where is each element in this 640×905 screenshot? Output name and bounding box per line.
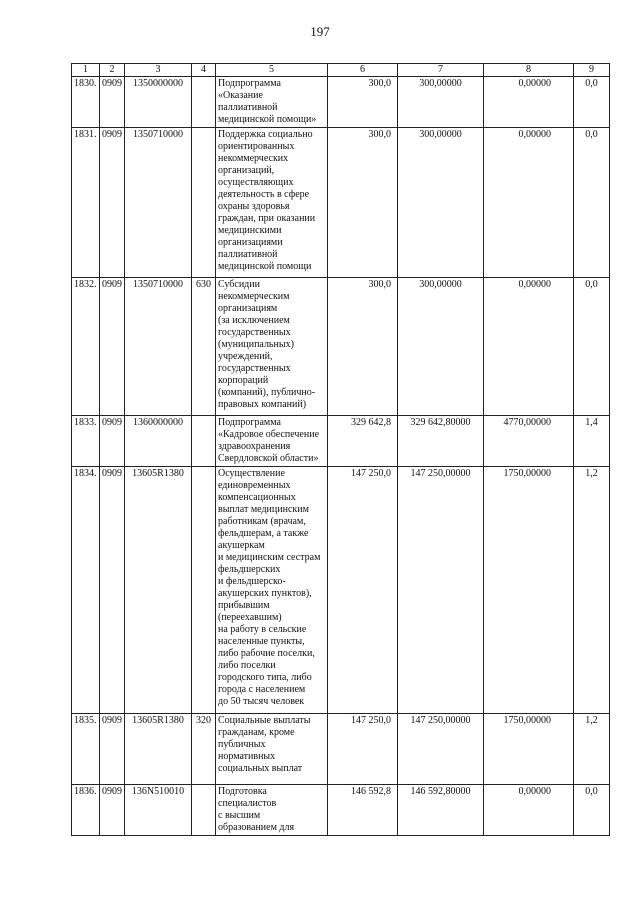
item-name-line: городского типа, либо (218, 672, 312, 683)
amount-precise: 300,00000 (398, 77, 484, 128)
expense-type (192, 77, 216, 128)
row-number: 1834. (72, 467, 100, 714)
section-code: 0909 (100, 714, 125, 785)
column-header-6: 6 (328, 64, 398, 77)
item-name-line: организациями (218, 237, 283, 248)
target-code: 1350710000 (125, 278, 192, 416)
amount-federal: 0,00000 (484, 278, 574, 416)
item-name-line: «Кадровое обеспечение (218, 429, 320, 440)
section-code: 0909 (100, 77, 125, 128)
item-name-line: Подпрограмма (218, 78, 281, 89)
row-number: 1831. (72, 128, 100, 278)
column-header-9: 9 (574, 64, 610, 77)
item-name-line: некоммерческих (218, 153, 289, 164)
percent-value: 0,0 (574, 278, 610, 416)
table-row (72, 416, 610, 467)
amount-total: 329 642,8 (328, 416, 398, 467)
amount-total: 300,0 (328, 128, 398, 278)
item-name-line: паллиативной (218, 249, 278, 260)
item-name-line: прибывшим (218, 600, 270, 611)
item-name-line: Социальные выплаты (218, 715, 311, 726)
item-name-line: осуществляющих (218, 177, 294, 188)
amount-federal: 1750,00000 (484, 714, 574, 785)
header-row (72, 64, 610, 77)
expense-type (192, 416, 216, 467)
item-name (216, 77, 328, 128)
item-name-line: «Оказание (218, 90, 263, 101)
amount-federal: 1750,00000 (484, 467, 574, 714)
amount-precise: 300,00000 (398, 128, 484, 278)
section-code: 0909 (100, 278, 125, 416)
item-name-line: акушеркам (218, 540, 265, 551)
amount-precise: 147 250,00000 (398, 467, 484, 714)
item-name-line: (переехавшим) (218, 612, 282, 623)
item-name-line: правовых компаний) (218, 399, 307, 410)
amount-total: 300,0 (328, 278, 398, 416)
item-name-line: деятельность в сфере (218, 189, 310, 200)
column-header-1: 1 (72, 64, 100, 77)
percent-value: 1,2 (574, 714, 610, 785)
amount-total: 146 592,8 (328, 785, 398, 836)
target-code: 13605R1380 (125, 714, 192, 785)
section-code: 0909 (100, 785, 125, 836)
item-name-line: нормативных (218, 751, 276, 762)
item-name-line: фельдшерских (218, 564, 281, 575)
item-name-line: либо рабочие поселки, (218, 648, 315, 659)
target-code: 1350000000 (125, 77, 192, 128)
amount-total: 147 250,0 (328, 467, 398, 714)
section-code: 0909 (100, 128, 125, 278)
item-name-line: Субсидии (218, 279, 260, 290)
expense-type: 320 (192, 714, 216, 785)
item-name-line: Осуществление (218, 468, 285, 479)
row-number: 1830. (72, 77, 100, 128)
row-number: 1836. (72, 785, 100, 836)
item-name-line: граждан, при оказании (218, 213, 316, 224)
item-name-line: здравоохранения (218, 441, 291, 452)
percent-value: 1,4 (574, 416, 610, 467)
item-name-line: населенные пункты, (218, 636, 305, 647)
amount-federal: 0,00000 (484, 77, 574, 128)
item-name-line: акушерских пунктов), (218, 588, 312, 599)
amount-federal: 4770,00000 (484, 416, 574, 467)
item-name-line: фельдшерам, а также (218, 528, 309, 539)
item-name-line: медицинской помощи (218, 261, 312, 272)
target-code: 13605R1380 (125, 467, 192, 714)
amount-federal: 0,00000 (484, 128, 574, 278)
row-number: 1835. (72, 714, 100, 785)
item-name-line: (за исключением (218, 315, 290, 326)
item-name-line: единовременных (218, 480, 291, 491)
item-name-line: ориентированных (218, 141, 295, 152)
item-name-line: специалистов (218, 798, 277, 809)
percent-value: 0,0 (574, 77, 610, 128)
item-name-line: медицинскими (218, 225, 282, 236)
item-name (216, 278, 328, 416)
item-name-line: публичных (218, 739, 266, 750)
row-number: 1833. (72, 416, 100, 467)
item-name-line: на работу в сельские (218, 624, 307, 635)
amount-federal: 0,00000 (484, 785, 574, 836)
percent-value: 0,0 (574, 785, 610, 836)
item-name (216, 467, 328, 714)
item-name-line: организациям (218, 303, 278, 314)
column-header-8: 8 (484, 64, 574, 77)
table-row (72, 278, 610, 416)
percent-value: 1,2 (574, 467, 610, 714)
item-name (216, 714, 328, 785)
item-name-line: Свердловской области» (218, 453, 319, 464)
item-name-line: Подпрограмма (218, 417, 281, 428)
amount-precise: 300,00000 (398, 278, 484, 416)
section-code: 0909 (100, 416, 125, 467)
item-name (216, 416, 328, 467)
item-name-line: с высшим (218, 810, 261, 821)
amount-precise: 329 642,80000 (398, 416, 484, 467)
section-code: 0909 (100, 467, 125, 714)
item-name-line: Подготовка (218, 786, 267, 797)
column-header-3: 3 (125, 64, 192, 77)
expense-type (192, 467, 216, 714)
item-name-line: образованием для (218, 822, 295, 833)
percent-value: 0,0 (574, 128, 610, 278)
item-name-line: гражданам, кроме (218, 727, 295, 738)
item-name-line: государственных (218, 363, 291, 374)
item-name-line: паллиативной (218, 102, 278, 113)
item-name-line: учреждений, (218, 351, 273, 362)
item-name-line: либо поселки (218, 660, 276, 671)
item-name-line: социальных выплат (218, 763, 303, 774)
item-name-line: некоммерческим (218, 291, 290, 302)
item-name-line: города с населением (218, 684, 306, 695)
target-code: 1350710000 (125, 128, 192, 278)
expense-type (192, 785, 216, 836)
item-name-line: Поддержка социально (218, 129, 313, 140)
expense-type (192, 128, 216, 278)
table-row (72, 714, 610, 785)
table-row (72, 785, 610, 836)
amount-precise: 146 592,80000 (398, 785, 484, 836)
item-name-line: охраны здоровья (218, 201, 290, 212)
target-code: 1360000000 (125, 416, 192, 467)
item-name-line: выплат медицинским (218, 504, 309, 515)
amount-total: 300,0 (328, 77, 398, 128)
table-row (72, 467, 610, 714)
page-number: 197 (310, 24, 330, 39)
item-name-line: компенсационных (218, 492, 296, 503)
column-header-5: 5 (216, 64, 328, 77)
target-code: 136N510010 (125, 785, 192, 836)
item-name-line: медицинской помощи» (218, 114, 317, 125)
table-row (72, 77, 610, 128)
column-header-4: 4 (192, 64, 216, 77)
amount-total: 147 250,0 (328, 714, 398, 785)
item-name-line: работникам (врачам, (218, 516, 306, 527)
item-name (216, 785, 328, 836)
table-row (72, 128, 610, 278)
item-name-line: и медицинским сестрам (218, 552, 321, 563)
budget-table (71, 63, 610, 836)
expense-type: 630 (192, 278, 216, 416)
amount-precise: 147 250,00000 (398, 714, 484, 785)
table-body (72, 77, 610, 836)
item-name-line: и фельдшерско- (218, 576, 286, 587)
item-name-line: корпораций (218, 375, 269, 386)
column-header-2: 2 (100, 64, 125, 77)
item-name-line: государственных (218, 327, 291, 338)
item-name (216, 128, 328, 278)
item-name-line: (компаний), публично- (218, 387, 316, 398)
column-header-7: 7 (398, 64, 484, 77)
row-number: 1832. (72, 278, 100, 416)
item-name-line: (муниципальных) (218, 339, 294, 350)
item-name-line: до 50 тысяч человек (218, 696, 305, 707)
item-name-line: организаций, (218, 165, 275, 176)
